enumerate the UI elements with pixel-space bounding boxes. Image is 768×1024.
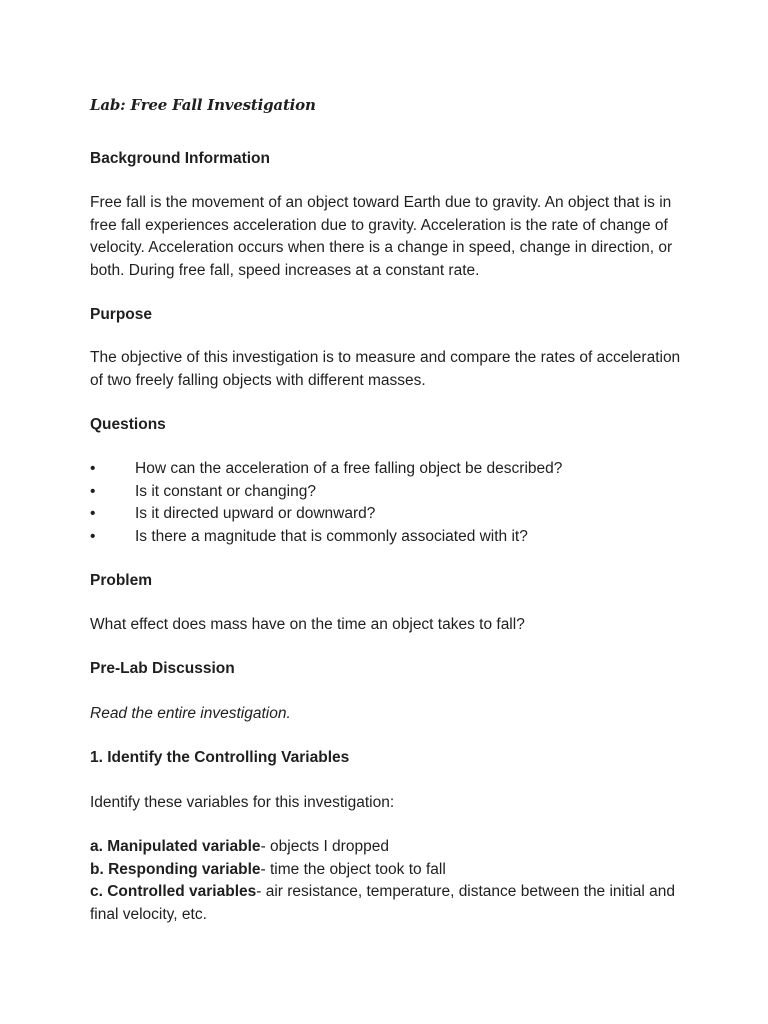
bullet-icon: • [90, 527, 96, 545]
problem-heading: Problem [90, 572, 153, 589]
background-text: Free fall is the movement of an object toward Earth due to gravity. An object that is in free fall experiences acceleration due to gravity. Acceleration is the rate of change of velocity. Acceleration occurs when there is a change in speed, change in direction, or both. During free fall, speed increases at a constant rate. [90, 194, 673, 279]
question-text: Is it directed upward or downward? [135, 505, 376, 522]
purpose-text: The objective of this investigation is to measure and compare the rates of acceleration of two freely falling objects with different masses. [90, 349, 681, 389]
variable-label: a. Manipulated variable [90, 838, 261, 855]
list-item [90, 458, 690, 481]
questions-heading: Questions [90, 416, 166, 433]
bullet-icon: • [90, 460, 96, 477]
problem-text: What effect does mass have on the time an object takes to fall? [90, 616, 525, 633]
purpose-heading: Purpose [90, 306, 153, 323]
list-item [90, 526, 690, 549]
question-text: Is it constant or changing? [135, 482, 316, 500]
prelab-heading: Pre-Lab Discussion [90, 660, 235, 677]
questions-list [90, 458, 690, 548]
bullet-icon: • [90, 505, 96, 522]
variable-item [90, 836, 690, 859]
variable-value: - air resistance, temperature, distance between the initial and final velocity, etc. [90, 883, 675, 923]
variables-intro: Identify these variables for this investigation: [90, 794, 395, 811]
prelab-text: Read the entire investigation. [90, 705, 291, 722]
question-text: How can the acceleration of a free falling object be described? [135, 460, 563, 477]
variable-label: b. Responding variable [90, 860, 261, 878]
list-item [90, 481, 690, 504]
bullet-icon: • [90, 482, 96, 500]
variable-value: - objects I dropped [260, 838, 389, 855]
variable-label: c. Controlled variables [90, 883, 257, 900]
variables-heading: 1. Identify the Controlling Variables [90, 749, 350, 766]
variable-item [90, 859, 690, 882]
variable-item [90, 881, 690, 926]
variables-list [90, 836, 690, 926]
variable-value: - time the object took to fall [260, 860, 446, 878]
list-item [90, 503, 690, 526]
question-text: Is there a magnitude that is commonly associated with it? [135, 527, 528, 545]
background-heading: Background Information [90, 150, 270, 167]
document-title: Lab: Free Fall Investigation [90, 96, 316, 114]
